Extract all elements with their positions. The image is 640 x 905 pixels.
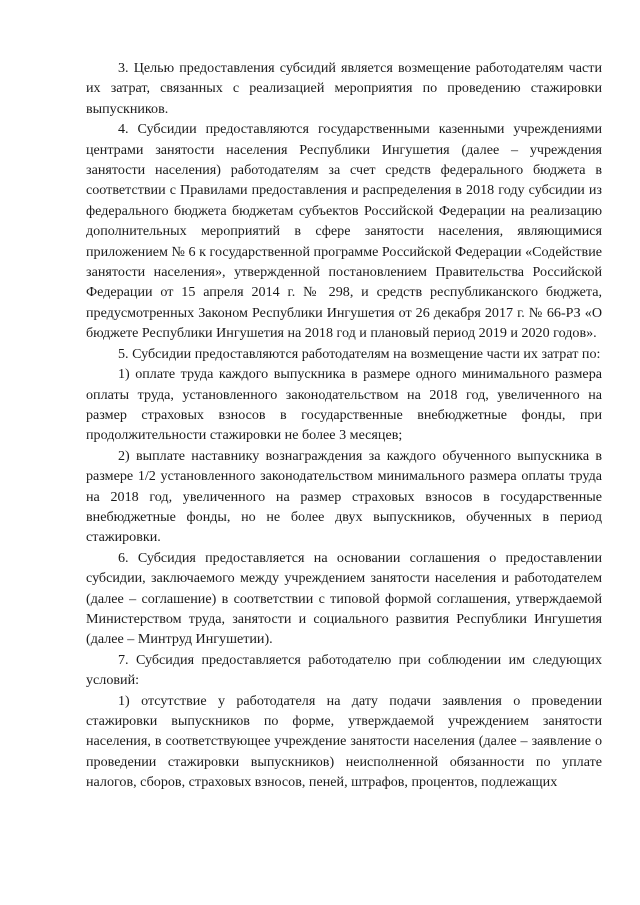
paragraph-5: 5. Субсидии предоставляются работодателям на возмещение части их затрат по: — [118, 345, 601, 362]
paragraph-4: 4. Субсидии предоставляются государственными казенными учреждениями центрами занятости населения Республики Ингушетия (далее – учреждения занятости населения) работодателям за счет средств федерального бюджета в соответствии с Правилами предоставления и распределения в 2018 году субсидии из федерального бюджета бюджетам субъектов Российской Федерации на реализацию дополнительных мероприятий в сфере занятости населения, являющимися приложением № 6 к государственной программе Российской Федерации «Содействие занятости населения», утвержденной постановлением Правительства Российской Федерации от 15 апреля 2014 г. № 298, и средств республиканского бюджета, предусмотренных Законом Республики Ингушетия от 26 декабря 2017 г. № 66-РЗ «О бюджете Республики Ингушетия на 2018 год и плановый период 2019 и 2020 годов». — [86, 121, 602, 342]
paragraph-5-item-1: 1) оплате труда каждого выпускника в размере одного минимального размера оплаты труда, установленного законодательством на 2018 год, увеличенного на размер страховых взносов в государственные внебюджетные фонды, при продолжительности стажировки не более 3 месяцев; — [86, 366, 602, 444]
document-body — [86, 58, 602, 793]
paragraph-3: 3. Целью предоставления субсидий является возмещение работодателям части их затрат, связанных с реализацией мероприятия по проведению стажировки выпускников. — [86, 60, 602, 117]
paragraph-7: 7. Субсидия предоставляется работодателю при соблюдении им следующих условий: — [86, 651, 602, 689]
paragraph-7-item-1: 1) отсутствие у работодателя на дату подачи заявления о проведении стажировки выпускников по форме, утверждаемой учреждением занятости населения, в соответствующее учреждение занятости населения (далее – заявление о проведении стажировки выпускников) неисполненной обязанности по уплате налогов, сборов, страховых взносов, пеней, штрафов, процентов, подлежащих — [86, 692, 602, 791]
paragraph-6: 6. Субсидия предоставляется на основании соглашения о предоставлении субсидии, заключаемого между учреждением занятости населения и работодателем (далее – соглашение) в соответствии с типовой формой соглашения, утверждаемой Министерством труда, занятости и социального развития Республики Ингушетия (далее – Минтруд Ингушетии). — [86, 549, 602, 648]
paragraph-5-item-2: 2) выплате наставнику вознаграждения за каждого обученного выпускника в размере 1/2 установленного законодательством минимального размера оплаты труда на 2018 год, увеличенного на размер страховых взносов в государственные внебюджетные фонды, но не более двух выпускников, обученных в период стажировки. — [86, 447, 602, 546]
